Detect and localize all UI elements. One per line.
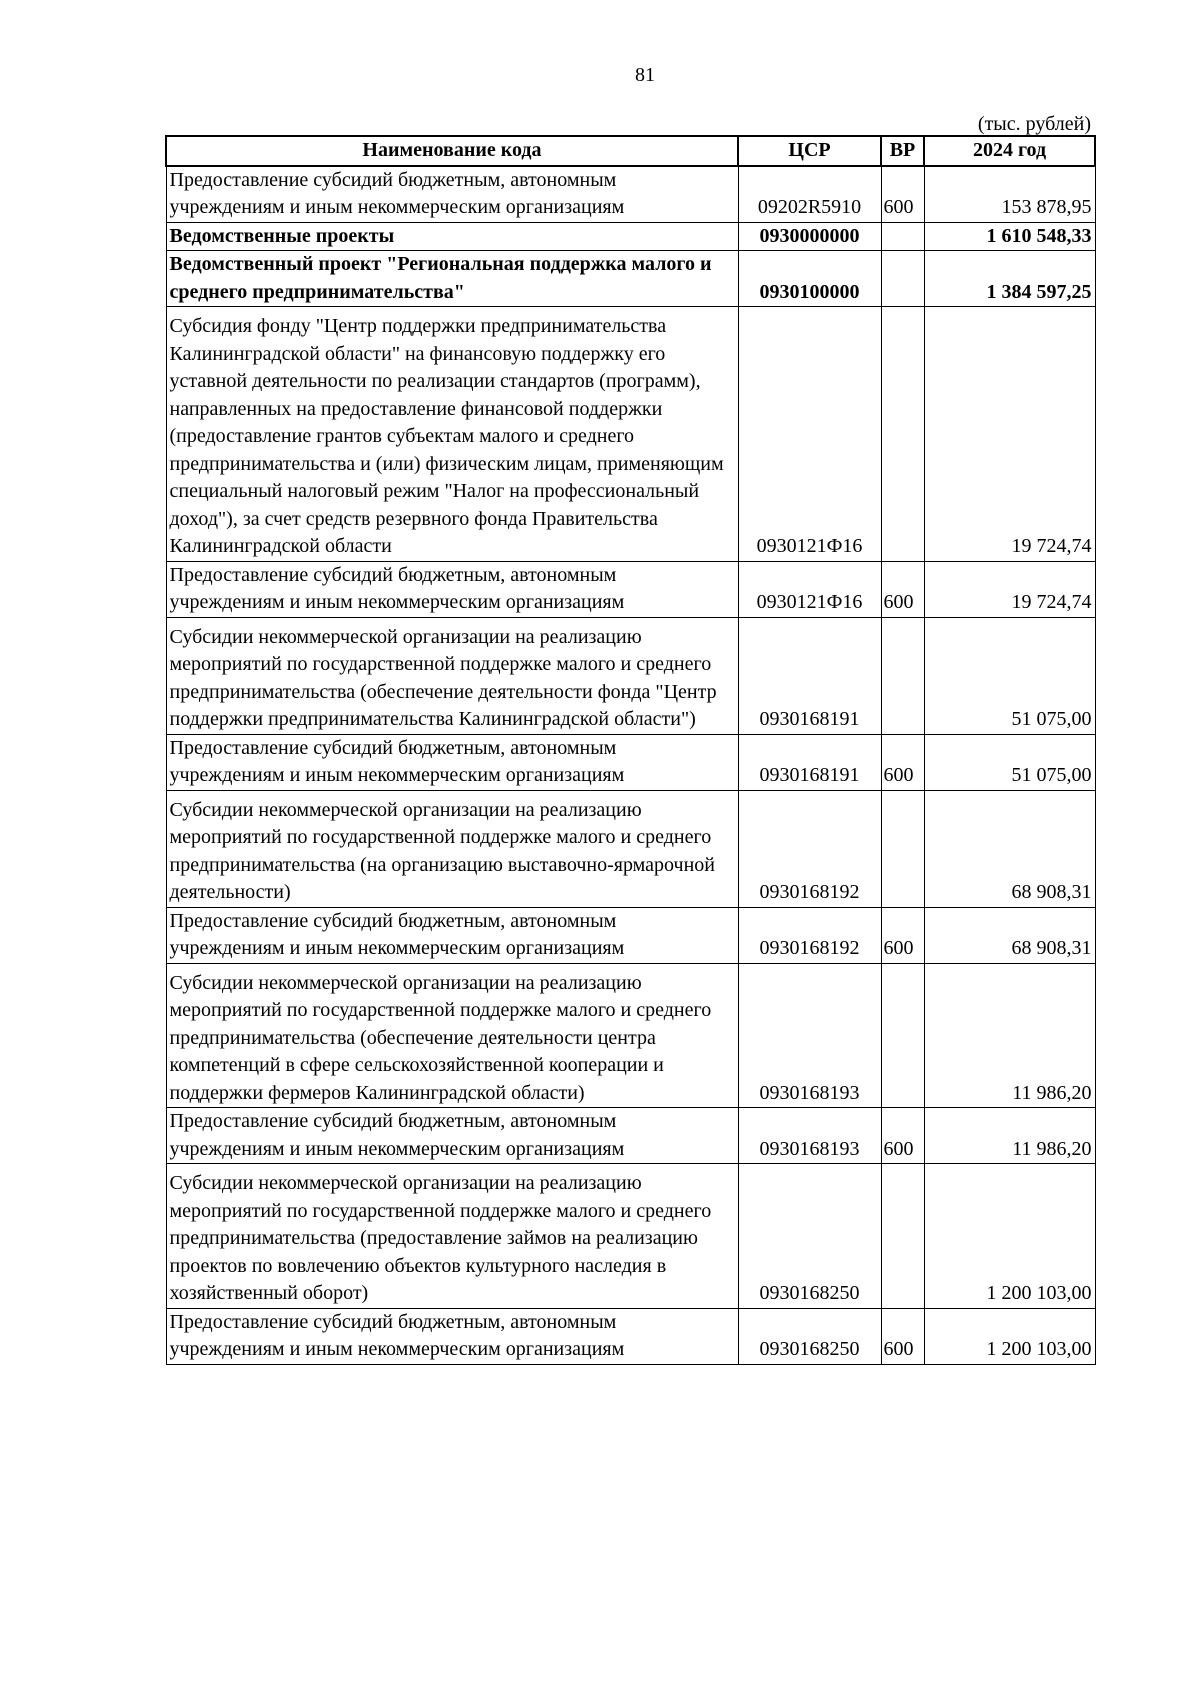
row-amount: 19 724,74: [924, 561, 1095, 617]
row-csr: 0930168191: [738, 617, 881, 734]
row-name: Предоставление субсидий бюджетным, автономным учреждениям и иным некоммерческим организациям: [166, 166, 738, 223]
row-name: Субсидии некоммерческой организации на реализацию мероприятий по государственной поддержке малого и среднего предпринимательства (обеспечение деятельности центра компетенций в сфере сельскохозяйственной кооперации и поддержки фермеров Калининградской области): [166, 963, 738, 1108]
row-amount: 153 878,95: [924, 166, 1095, 223]
row-vr: 600: [881, 1108, 924, 1164]
table-row: [166, 1108, 1095, 1164]
row-name: Ведомственные проекты: [166, 222, 738, 251]
row-csr: 09202R5910: [738, 166, 881, 223]
row-amount: 1 610 548,33: [924, 222, 1095, 251]
row-name: Предоставление субсидий бюджетным, автономным учреждениям и иным некоммерческим организациям: [166, 1108, 738, 1164]
row-name: Предоставление субсидий бюджетным, автономным учреждениям и иным некоммерческим организациям: [166, 907, 738, 963]
row-amount: 1 200 103,00: [924, 1308, 1095, 1364]
row-csr: 0930168191: [738, 734, 881, 790]
row-vr: [881, 963, 924, 1108]
table-row: [166, 907, 1095, 963]
row-csr: 0930000000: [738, 222, 881, 251]
row-vr: 600: [881, 166, 924, 223]
row-vr: [881, 251, 924, 307]
units-label: (тыс. рублей): [977, 113, 1091, 135]
row-amount: 51 075,00: [924, 734, 1095, 790]
row-csr: 0930121Ф16: [738, 307, 881, 562]
table-header-row: [166, 136, 1095, 166]
table-row: [166, 222, 1095, 251]
row-csr: 0930168192: [738, 790, 881, 907]
row-name: Субсидии некоммерческой организации на реализацию мероприятий по государственной поддержке малого и среднего предпринимательства (предоставление займов на реализацию проектов по вовлечению объектов культурного наследия в хозяйственный оборот): [166, 1164, 738, 1309]
row-vr: [881, 790, 924, 907]
row-vr: [881, 617, 924, 734]
row-name: Предоставление субсидий бюджетным, автономным учреждениям и иным некоммерческим организациям: [166, 734, 738, 790]
page-number: 81: [635, 64, 655, 86]
row-amount: 68 908,31: [924, 790, 1095, 907]
row-name: Ведомственный проект "Региональная поддержка малого и среднего предпринимательства": [166, 251, 738, 307]
row-amount: 1 200 103,00: [924, 1164, 1095, 1309]
row-vr: 600: [881, 1308, 924, 1364]
row-vr: [881, 1164, 924, 1309]
header-name: Наименование кода: [166, 136, 738, 166]
row-name: Субсидии некоммерческой организации на реализацию мероприятий по государственной поддержке малого и среднего предпринимательства (обеспечение деятельности фонда "Центр поддержки предпринимательства Калининградской области"): [166, 617, 738, 734]
row-amount: 51 075,00: [924, 617, 1095, 734]
row-csr: 0930168193: [738, 963, 881, 1108]
row-name: Субсидия фонду "Центр поддержки предпринимательства Калининградской области" на финансовую поддержку его уставной деятельности по реализации стандартов (программ), направленных на предоставление финансовой поддержки (предоставление грантов субъектам малого и среднего предпринимательства и (или) физическим лицам, применяющим специальный налоговый режим "Налог на профессиональный доход"), за счет средств резервного фонда Правительства Калининградской области: [166, 307, 738, 562]
header-vr: ВР: [881, 136, 924, 166]
row-vr: 600: [881, 561, 924, 617]
table-row: [166, 1308, 1095, 1364]
row-vr: 600: [881, 734, 924, 790]
table-row: [166, 307, 1095, 562]
table-row: [166, 1164, 1095, 1309]
row-amount: 11 986,20: [924, 963, 1095, 1108]
row-csr: 0930121Ф16: [738, 561, 881, 617]
budget-table: [165, 135, 1096, 1365]
row-amount: 1 384 597,25: [924, 251, 1095, 307]
row-amount: 11 986,20: [924, 1108, 1095, 1164]
row-name: Субсидии некоммерческой организации на реализацию мероприятий по государственной поддержке малого и среднего предпринимательства (на организацию выставочно-ярмарочной деятельности): [166, 790, 738, 907]
row-vr: 600: [881, 907, 924, 963]
table-row: [166, 561, 1095, 617]
header-amount: 2024 год: [924, 136, 1095, 166]
row-csr: 0930100000: [738, 251, 881, 307]
table-row: [166, 734, 1095, 790]
row-name: Предоставление субсидий бюджетным, автономным учреждениям и иным некоммерческим организациям: [166, 561, 738, 617]
table-row: [166, 617, 1095, 734]
row-amount: 19 724,74: [924, 307, 1095, 562]
row-csr: 0930168192: [738, 907, 881, 963]
row-vr: [881, 307, 924, 562]
header-csr: ЦСР: [738, 136, 881, 166]
table-row: [166, 166, 1095, 223]
row-csr: 0930168250: [738, 1164, 881, 1309]
table-row: [166, 790, 1095, 907]
row-vr: [881, 222, 924, 251]
row-name: Предоставление субсидий бюджетным, автономным учреждениям и иным некоммерческим организациям: [166, 1308, 738, 1364]
row-csr: 0930168250: [738, 1308, 881, 1364]
row-csr: 0930168193: [738, 1108, 881, 1164]
table-row: [166, 251, 1095, 307]
row-amount: 68 908,31: [924, 907, 1095, 963]
table-row: [166, 963, 1095, 1108]
